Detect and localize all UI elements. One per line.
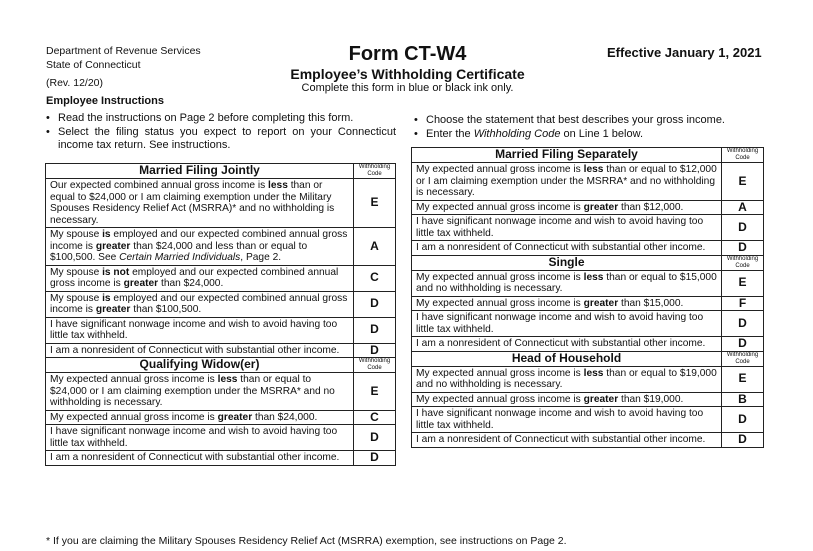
income-statement: I have significant nonwage income and wish to avoid having too little tax withheld.: [412, 215, 722, 241]
withholding-code: E: [354, 179, 396, 228]
withholding-code: D: [354, 317, 396, 343]
table-row: [412, 366, 764, 392]
income-statement: I am a nonresident of Connecticut with substantial other income.: [412, 241, 722, 256]
agency-block: [46, 44, 201, 90]
withholding-code: D: [722, 311, 764, 337]
income-statement: Our expected combined annual gross income is less than or equal to $24,000 or I am claiming exemption under the Military Spouses Residency Relief Act (MSRRA)* and no withholding is necessary.: [46, 179, 354, 228]
withholding-code: E: [354, 373, 396, 411]
table-row: [412, 163, 764, 201]
head-of-household-header-row: [412, 351, 764, 366]
withholding-code: C: [354, 410, 396, 425]
withholding-code: C: [354, 265, 396, 291]
table-row: [46, 451, 396, 466]
income-statement: I am a nonresident of Connecticut with substantial other income.: [46, 343, 354, 358]
married-filing-separately-title: Married Filing Separately: [412, 148, 722, 163]
qualifying-widow-er-title: Qualifying Widow(er): [46, 358, 354, 373]
withholding-code: F: [722, 296, 764, 311]
income-statement: I have significant nonwage income and wish to avoid having too little tax withheld.: [412, 407, 722, 433]
qualifying-widow-er-header-row: [46, 358, 396, 373]
withholding-code-header: Withholding Code: [354, 358, 396, 373]
withholding-code: E: [722, 366, 764, 392]
ink-note: Complete this form in blue or black ink only.: [301, 82, 514, 94]
withholding-code: A: [354, 228, 396, 266]
income-statement: My expected annual gross income is less than or equal to $15,000 and no withholding is necessary.: [412, 270, 722, 296]
instructions-left: [46, 112, 396, 153]
withholding-code: D: [354, 425, 396, 451]
withholding-code: D: [722, 433, 764, 448]
withholding-code: D: [354, 343, 396, 358]
withholding-code: D: [722, 337, 764, 352]
state-name: State of Connecticut: [46, 59, 141, 71]
income-statement: My expected annual gross income is greater than $24,000.: [46, 410, 354, 425]
withholding-code: E: [722, 163, 764, 201]
income-statement: I have significant nonwage income and wish to avoid having too little tax withheld.: [412, 311, 722, 337]
head-of-household-title: Head of Household: [412, 351, 722, 366]
income-statement: I am a nonresident of Connecticut with substantial other income.: [412, 337, 722, 352]
table-row: [412, 270, 764, 296]
income-statement: My expected annual gross income is less than or equal to $12,000 or I am claiming exemption under the MSRRA* and no withholding is necessary.: [412, 163, 722, 201]
table-row: [412, 433, 764, 448]
withholding-code-header: Withholding Code: [722, 351, 764, 366]
table-row: [412, 392, 764, 407]
withholding-code: D: [354, 291, 396, 317]
income-statement: My expected annual gross income is greater than $12,000.: [412, 200, 722, 215]
married-filing-jointly-title: Married Filing Jointly: [46, 164, 354, 179]
table-row: [46, 179, 396, 228]
table-row: [412, 200, 764, 215]
income-statement: My spouse is employed and our expected combined annual gross income is greater than $100,500.: [46, 291, 354, 317]
table-row: [412, 407, 764, 433]
withholding-code: E: [722, 270, 764, 296]
table-row: [412, 296, 764, 311]
withholding-code: B: [722, 392, 764, 407]
withholding-code: A: [722, 200, 764, 215]
table-row: [412, 215, 764, 241]
instructions-right: [414, 114, 774, 141]
msrra-footnote: * If you are claiming the Military Spouses Residency Relief Act (MSRRA) exemption, see instructions on Page 2.: [46, 535, 567, 547]
income-statement: I am a nonresident of Connecticut with substantial other income.: [46, 451, 354, 466]
department-name: Department of Revenue Services: [46, 45, 201, 57]
withholding-code-header: Withholding Code: [354, 164, 396, 179]
table-row: [412, 337, 764, 352]
form-subtitle: Employee’s Withholding Certificate: [290, 66, 525, 82]
revision-date: (Rev. 12/20): [46, 77, 103, 89]
form-title-block: [250, 43, 565, 94]
table-row: [412, 241, 764, 256]
income-statement: I am a nonresident of Connecticut with substantial other income.: [412, 433, 722, 448]
table-row: [46, 373, 396, 411]
instruction-left-1: • Read the instructions on Page 2 before completing this form.: [46, 112, 396, 126]
income-statement: I have significant nonwage income and wish to avoid having too little tax withheld.: [46, 317, 354, 343]
table-row: [46, 228, 396, 266]
table-row: [46, 291, 396, 317]
withholding-code: D: [722, 215, 764, 241]
withholding-code: D: [722, 407, 764, 433]
right-tables: [411, 147, 764, 448]
income-statement: I have significant nonwage income and wish to avoid having too little tax withheld.: [46, 425, 354, 451]
withholding-code: D: [722, 241, 764, 256]
income-statement: My expected annual gross income is greater than $19,000.: [412, 392, 722, 407]
single-header-row: [412, 255, 764, 270]
table-row: [46, 343, 396, 358]
effective-date: Effective January 1, 2021: [607, 45, 762, 60]
instruction-right-1: • Choose the statement that best describes your gross income.: [414, 114, 774, 128]
table-row: [46, 317, 396, 343]
married-filing-separately-header-row: [412, 148, 764, 163]
table-row: [46, 425, 396, 451]
income-statement: My expected annual gross income is less than or equal to $24,000 or I am claiming exemption under the MSRRA* and no withholding is necessary.: [46, 373, 354, 411]
instructions-heading: Employee Instructions: [46, 95, 164, 107]
withholding-code-header: Withholding Code: [722, 148, 764, 163]
income-statement: My expected annual gross income is less than or equal to $19,000 and no withholding is necessary.: [412, 366, 722, 392]
income-statement: My expected annual gross income is greater than $15,000.: [412, 296, 722, 311]
withholding-code-header: Withholding Code: [722, 255, 764, 270]
table-row: [46, 265, 396, 291]
single-title: Single: [412, 255, 722, 270]
form-title: Form CT-W4: [348, 43, 467, 65]
left-tables: [45, 163, 396, 466]
instruction-left-2: • Select the filing status you expect to report on your Connecticut income tax return. See instructions.: [46, 126, 396, 153]
married-filing-jointly-header-row: [46, 164, 396, 179]
table-row: [46, 410, 396, 425]
income-statement: My spouse is not employed and our expected combined annual gross income is greater than $24,000.: [46, 265, 354, 291]
table-row: [412, 311, 764, 337]
income-statement: My spouse is employed and our expected combined annual gross income is greater than $24,000 and less than or equal to $100,500. See Certain Married Individuals, Page 2.: [46, 228, 354, 266]
withholding-code: D: [354, 451, 396, 466]
instruction-right-2: • Enter the Withholding Code on Line 1 below.: [414, 128, 774, 142]
